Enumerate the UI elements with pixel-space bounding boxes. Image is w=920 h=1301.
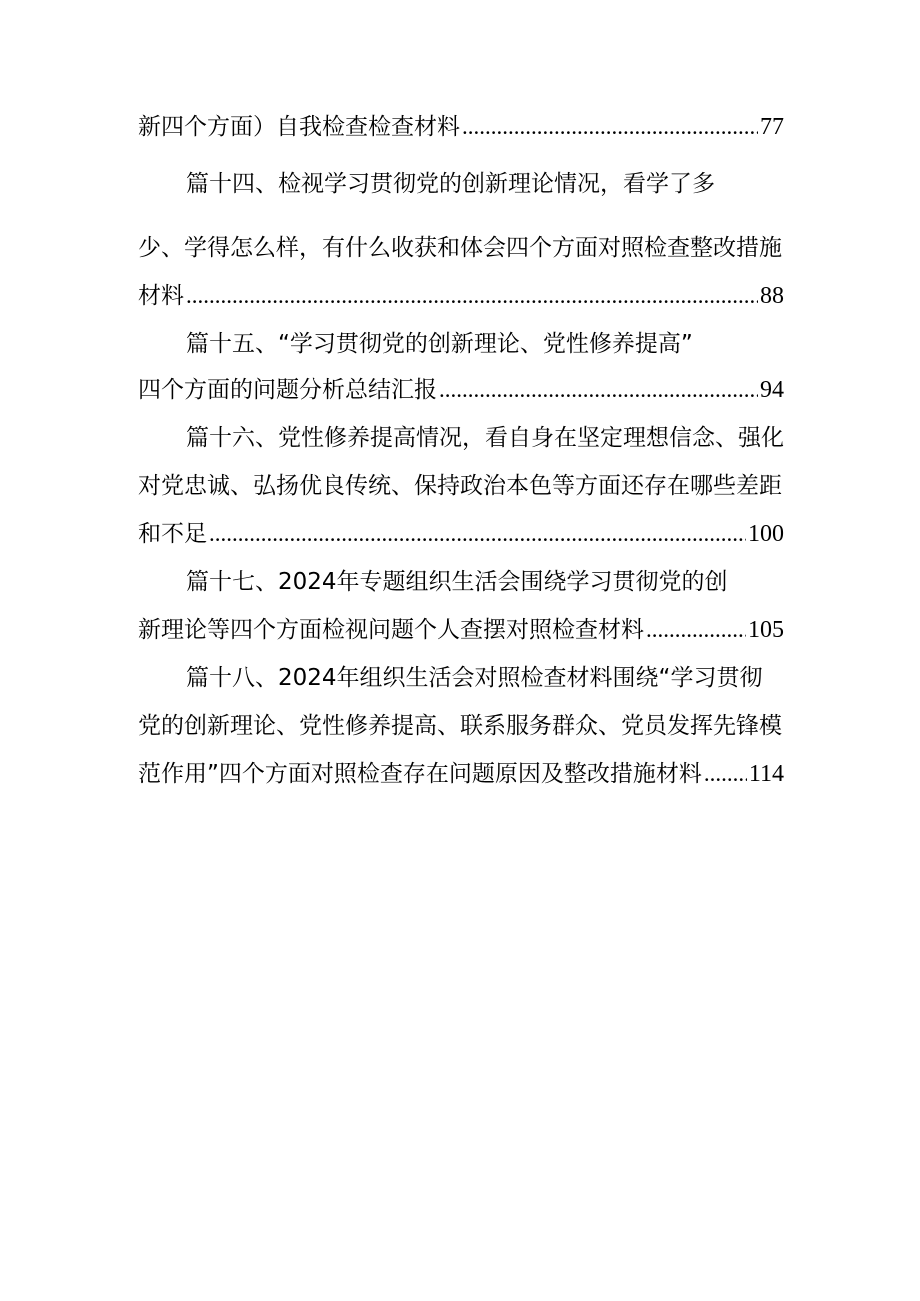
toc-entry-line[interactable] xyxy=(186,562,784,602)
toc-entry-text: 篇十四、检视学习贯彻党的创新理论情况，看学了多 xyxy=(186,171,715,197)
toc-page-number: 100 xyxy=(748,521,784,547)
dot-leader xyxy=(186,276,758,316)
toc-entry-line[interactable] xyxy=(138,466,784,506)
toc-entry-line[interactable] xyxy=(138,276,784,316)
toc-entry-text: 范作用”四个方面对照检查存在问题原因及整改措施材料 xyxy=(138,761,702,787)
toc-entry-text: 材料 xyxy=(138,283,184,309)
toc-entry-line[interactable] xyxy=(186,324,784,364)
toc-entry-text: 新四个方面）自我检查检查材料 xyxy=(138,114,460,140)
toc-entry-line[interactable] xyxy=(186,658,784,698)
toc-entry-text: 四个方面的问题分析总结汇报 xyxy=(138,377,437,403)
toc-entry-line[interactable] xyxy=(138,514,784,554)
dot-leader xyxy=(439,370,758,410)
dot-leader xyxy=(209,514,746,554)
toc-page-number: 105 xyxy=(748,617,784,643)
toc-entry-text: 篇十六、党性修养提高情况，看自身在坚定理想信念、强化 xyxy=(186,425,784,451)
toc-entry-text: 对党忠诚、弘扬优良传统、保持政治本色等方面还存在哪些差距 xyxy=(138,473,782,499)
toc-page-number: 77 xyxy=(760,114,784,140)
toc-page-number: 114 xyxy=(748,761,784,787)
toc-entry-line[interactable] xyxy=(186,164,784,204)
toc-entry-text: 和不足 xyxy=(138,521,207,547)
toc-entry-text: 篇十八、2024年组织生活会对照检查材料围绕“学习贯彻 xyxy=(186,665,763,691)
toc-entry-line[interactable] xyxy=(138,706,784,746)
toc-entry-line[interactable] xyxy=(138,610,784,650)
toc-entry-text: 篇十七、2024年专题组织生活会围绕学习贯彻党的创 xyxy=(186,569,728,595)
toc-entry-line[interactable] xyxy=(138,228,784,268)
toc-entry-text: 党的创新理论、党性修养提高、联系服务群众、党员发挥先锋模 xyxy=(138,713,782,739)
dot-leader xyxy=(646,610,746,650)
toc-page-number: 94 xyxy=(760,377,784,403)
toc-entry-line[interactable] xyxy=(138,754,784,794)
toc-page-number: 88 xyxy=(760,283,784,309)
toc-entry-text: 新理论等四个方面检视问题个人查摆对照检查材料 xyxy=(138,617,644,643)
dot-leader xyxy=(704,754,747,794)
toc-entry-line[interactable] xyxy=(138,107,784,147)
toc-entry-line[interactable] xyxy=(186,418,784,458)
toc-entry-text: 少、学得怎么样，有什么收获和体会四个方面对照检查整改措施 xyxy=(138,235,782,261)
toc-entry-line[interactable] xyxy=(138,370,784,410)
dot-leader xyxy=(462,107,758,147)
toc-entry-text: 篇十五、“学习贯彻党的创新理论、党性修养提高” xyxy=(186,331,693,357)
